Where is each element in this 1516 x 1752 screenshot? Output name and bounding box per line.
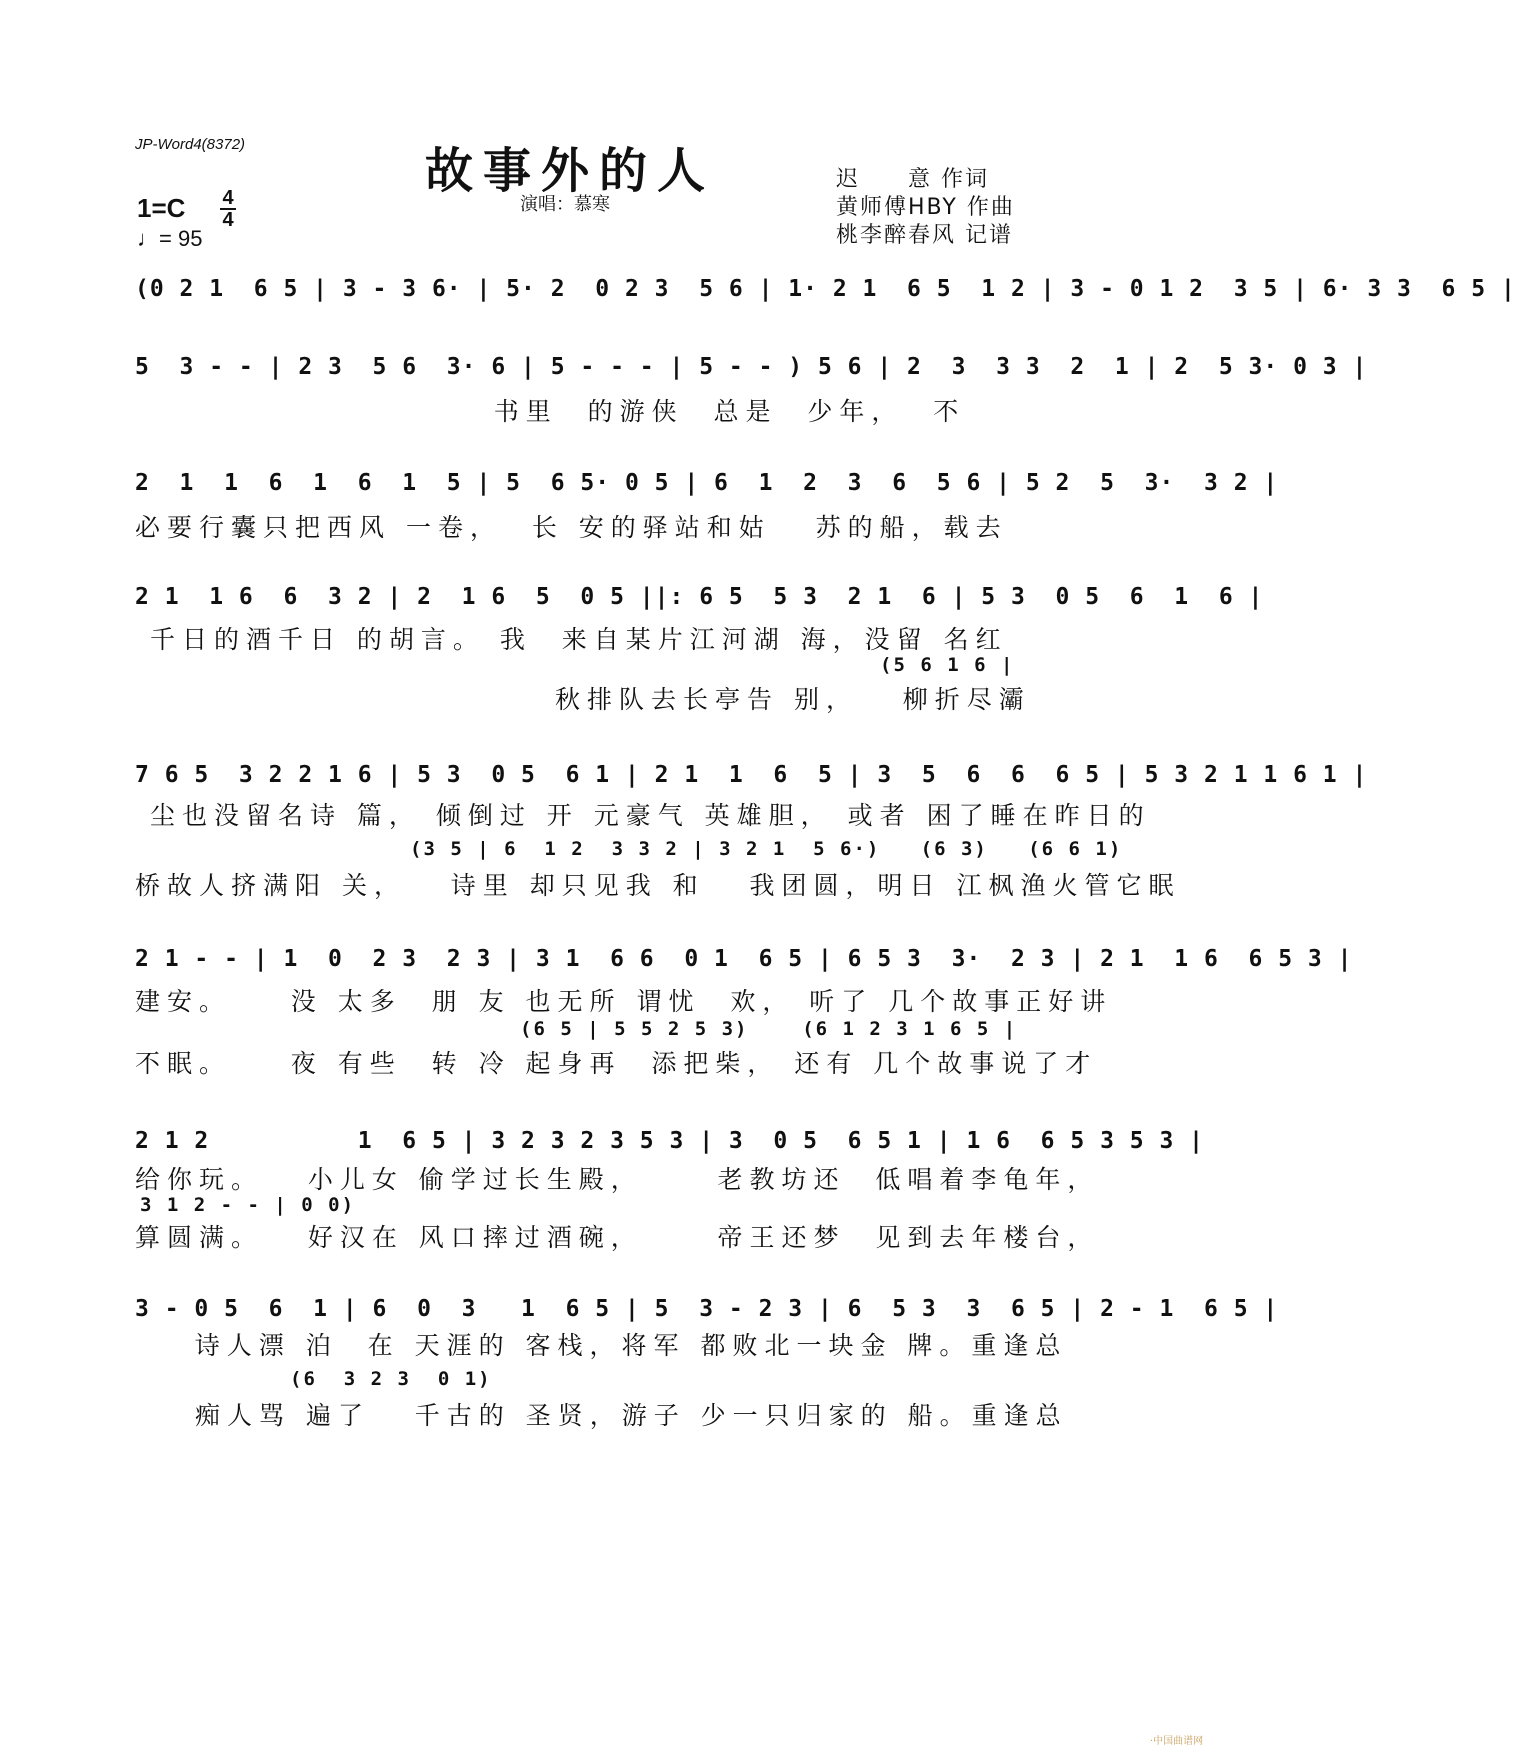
credit-lyricist: 迟 意 作词 [836, 167, 989, 192]
time-signature-top: 4 [222, 187, 234, 209]
system-4-lyrics: 千日的酒千日 的胡言。 我 来自某片江河湖 海，没留 名红 [135, 625, 1008, 654]
singer-label: 演唱：慕寒 [520, 194, 610, 215]
system-2-notation: 5 3 - - | 2 3 5 6 3· 6 | 5 - - - | 5 - - ) 5 6 | 2 3 3 3 2 1 | 2 5 3· 0 3 | [135, 354, 1368, 380]
credit-composer: 黄师傅HBY 作曲 [836, 195, 1015, 220]
system-4-aux-lyrics: 秋排队去长亭告 别， 柳折尽灞 [555, 685, 1031, 714]
system-2-lyrics: 书里 的游侠 总是 少年， 不 [135, 397, 966, 426]
time-signature-bottom: 4 [222, 209, 234, 231]
credit-transcriber: 桃李醉春风 记谱 [836, 223, 1013, 248]
system-5-aux-notation: (3 5 | 6 1 2 3 3 2 | 3 2 1 5 6·) (6 3) (6 6 1) [410, 838, 1123, 860]
system-7-aux-lyrics: 算圆满。 好汉在 风口摔过酒碗， 帝王还梦 见到去年楼台， [135, 1223, 1100, 1252]
system-8-aux-notation: (6 3 2 3 0 1) [290, 1368, 492, 1390]
system-7-aux-notation: 3 1 2 - - | 0 0) [140, 1194, 356, 1216]
site-watermark: ·中国曲谱网 [1150, 1736, 1204, 1747]
key-signature: 1=C [137, 193, 186, 223]
system-8-notation: 3 - 0 5 6 1 | 6 0 3 1 6 5 | 5 3 - 2 3 | 6 5 3 3 6 5 | 2 - 1 6 5 | [135, 1296, 1279, 1322]
system-6-aux-notation: (6 5 | 5 5 2 5 3) (6 1 2 3 1 6 5 | [520, 1018, 1018, 1040]
system-6-notation: 2 1 - - | 1 0 2 3 2 3 | 3 1 6 6 0 1 6 5 | 6 5 3 3· 2 3 | 2 1 1 6 6 5 3 | [135, 946, 1353, 972]
time-signature [220, 188, 236, 230]
system-4-notation: 2 1 1 6 6 3 2 | 2 1 6 5 0 5 ||: 6 5 5 3 2 1 6 | 5 3 0 5 6 1 6 | [135, 584, 1264, 610]
system-3-lyrics: 必要行囊只把西风 一卷， 长 安的驿站和姑 苏的船，载去 [135, 513, 1008, 542]
system-5-lyrics: 尘也没留名诗 篇， 倾倒过 开 元豪气 英雄胆， 或者 困了睡在昨日的 [135, 801, 1151, 830]
system-6-lyrics: 建安。 没 太多 朋 友 也无所 谓忧 欢， 听了 几个故事正好讲 [135, 987, 1113, 1016]
system-7-notation: 2 1 2 1 6 5 | 3 2 3 2 3 5 3 | 3 0 5 6 5 1 | 1 6 6 5 3 5 3 | [135, 1128, 1204, 1154]
song-title: 故事外的人 [425, 143, 716, 199]
system-4-aux-notation: (5 6 1 6 | [880, 654, 1015, 676]
system-3-notation: 2 1 1 6 1 6 1 5 | 5 6 5· 0 5 | 6 1 2 3 6 5 6 | 5 2 5 3· 3 2 | [135, 470, 1279, 496]
system-8-lyrics: 诗人漂 泊 在 天涯的 客栈，将军 都败北一块金 牌。重逢总 [135, 1331, 1068, 1360]
system-8-aux-lyrics: 痴人骂 遍了 千古的 圣贤，游子 少一只归家的 船。重逢总 [195, 1401, 1068, 1430]
system-7-lyrics: 给你玩。 小儿女 偷学过长生殿， 老教坊还 低唱着李龟年， [135, 1165, 1100, 1194]
system-1-notation: (0 2 1 6 5 | 3 - 3 6· | 5· 2 0 2 3 5 6 | 1· 2 1 6 5 1 2 | 3 - 0 1 2 3 5 | 6· 3 3 6 5 | [135, 276, 1516, 302]
system-6-aux-lyrics: 不眠。 夜 有些 转 冷 起身再 添把柴， 还有 几个故事说了才 [135, 1049, 1098, 1078]
system-5-aux-lyrics: 桥故人挤满阳 关， 诗里 却只见我 和 我团圆，明日 江枫渔火管它眠 [135, 871, 1181, 900]
tempo-marking: ♩= 95 [137, 226, 203, 251]
source-label: JP-Word4(8372) [135, 136, 246, 153]
system-5-notation: 7 6 5 3 2 2 1 6 | 5 3 0 5 6 1 | 2 1 1 6 5 | 3 5 6 6 6 5 | 5 3 2 1 1 6 1 | [135, 762, 1368, 788]
